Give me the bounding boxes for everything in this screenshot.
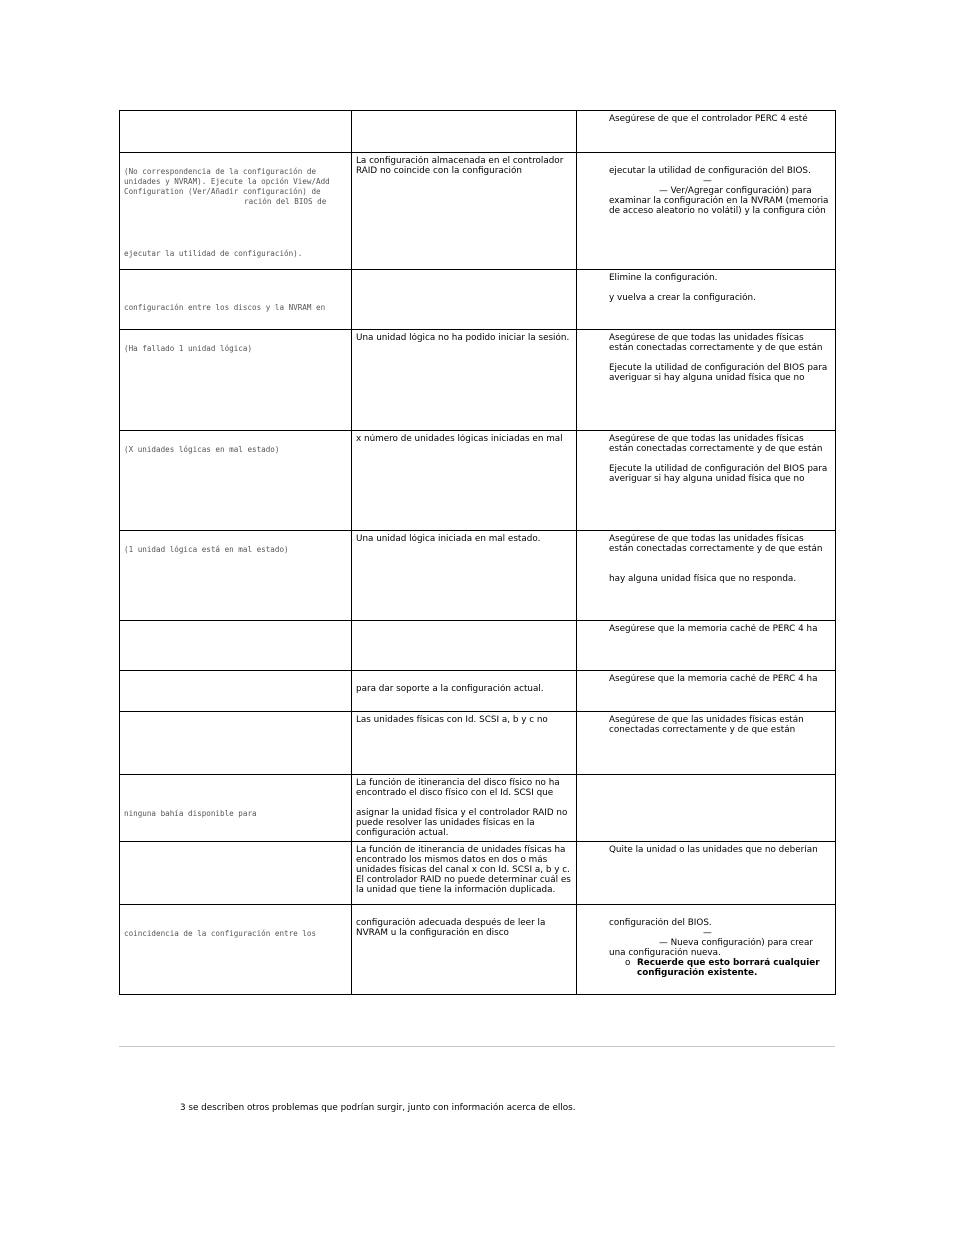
action-line: y vuelva a crear la configuración. [609, 293, 756, 303]
action-line: están conectadas correctamente y de que están [609, 343, 823, 353]
cause-line: para dar soporte a la configuración actual. [356, 684, 544, 694]
action-line: Asegúrese de que todas las unidades físicas [609, 434, 804, 444]
action-line: averiguar si hay alguna unidad física que no [609, 474, 805, 484]
cause-line: NVRAM u la configuración en disco [356, 928, 509, 938]
action-line: configuración existente. [637, 968, 758, 978]
action-line: una configuración nueva. [609, 948, 721, 958]
message-cell [120, 842, 352, 905]
action-line: averiguar si hay alguna unidad física que no [609, 373, 805, 383]
table-row [120, 671, 836, 712]
message-cell [120, 905, 352, 995]
message-line: ninguna bahía disponible para [124, 809, 257, 818]
action-line: — [703, 176, 712, 186]
footer-paragraph: 3 se describen otros problemas que podrían surgir, junto con información acerca de ellos. [180, 1103, 576, 1113]
table-row [120, 775, 836, 842]
cause-line: Una unidad lógica no ha podido iniciar la sesión. [356, 333, 570, 343]
table-row [120, 842, 836, 905]
message-cell [120, 270, 352, 330]
cause-line: RAID no coincide con la configuración [356, 166, 522, 176]
action-line: Asegúrese que la memoria caché de PERC 4 ha [609, 674, 818, 684]
action-cell [577, 775, 836, 842]
action-line: están conectadas correctamente y de que están [609, 444, 823, 454]
action-line: conectadas correctamente y de que están [609, 725, 796, 735]
message-line: ejecutar la utilidad de configuración). [124, 249, 303, 258]
action-line: Elimine la configuración. [609, 273, 718, 283]
horizontal-rule [119, 1046, 835, 1047]
table-row [120, 621, 836, 671]
cause-line: La configuración almacenada en el controlador [356, 156, 564, 166]
cause-cell [352, 153, 577, 270]
message-line: (Ha fallado 1 unidad lógica) [124, 344, 253, 353]
action-line: — Nueva configuración) para crear [659, 938, 813, 948]
cause-line: Las unidades físicas con Id. SCSI a, b y c no [356, 715, 548, 725]
message-line: ración del BIOS de [244, 197, 327, 206]
cause-cell [352, 270, 577, 330]
action-line: Recuerde que esto borrará cualquier [637, 958, 820, 968]
cause-line: la unidad que tiene la información duplicada. [356, 885, 556, 895]
action-line: de acceso aleatorio no volátil) y la configura ción [609, 206, 826, 216]
message-line: (X unidades lógicas en mal estado) [124, 445, 280, 454]
cause-cell [352, 712, 577, 775]
cause-cell [352, 330, 577, 431]
error-messages-table [119, 110, 836, 995]
action-cell [577, 842, 836, 905]
action-cell [577, 531, 836, 621]
cause-line: configuración actual. [356, 828, 449, 838]
message-cell [120, 111, 352, 153]
cause-line: La función de itinerancia de unidades físicas ha [356, 845, 566, 855]
action-cell [577, 153, 836, 270]
table-row [120, 153, 836, 270]
action-line: ejecutar la utilidad de configuración del BIOS. [609, 166, 811, 176]
message-cell [120, 330, 352, 431]
cause-line: unidades físicas del canal x con Id. SCSI a, b y c. [356, 865, 570, 875]
cause-cell [352, 531, 577, 621]
action-cell [577, 905, 836, 995]
message-line: (1 unidad lógica está en mal estado) [124, 545, 289, 554]
action-line: examinar la configuración en la NVRAM (memoria [609, 196, 829, 206]
action-line: Asegúrese de que todas las unidades físicas [609, 534, 804, 544]
action-cell [577, 111, 836, 153]
action-cell [577, 431, 836, 531]
action-line: Asegúrese de que el controlador PERC 4 esté [609, 114, 808, 124]
action-cell [577, 330, 836, 431]
table-row [120, 330, 836, 431]
action-line: configuración del BIOS. [609, 918, 712, 928]
action-line: — [703, 928, 712, 938]
action-line: Ejecute la utilidad de configuración del BIOS para [609, 363, 828, 373]
action-line: Ejecute la utilidad de configuración del BIOS para [609, 464, 828, 474]
message-line: configuración entre los discos y la NVRAM en [124, 303, 326, 312]
message-line: (No correspondencia de la configuración de [124, 167, 317, 176]
action-line: Quite la unidad o las unidades que no deberían [609, 845, 818, 855]
message-cell [120, 431, 352, 531]
cause-cell [352, 905, 577, 995]
action-cell [577, 270, 836, 330]
message-cell [120, 775, 352, 842]
table-row [120, 431, 836, 531]
cause-line: x número de unidades lógicas iniciadas en mal [356, 434, 563, 444]
warning-bullet [609, 958, 831, 978]
bullet-marker: o [625, 958, 631, 968]
cause-line: asignar la unidad física y el controlador RAID no [356, 808, 568, 818]
action-line: Asegúrese de que todas las unidades físicas [609, 333, 804, 343]
action-line: hay alguna unidad física que no responda. [609, 574, 797, 584]
table-row [120, 270, 836, 330]
cause-cell [352, 111, 577, 153]
message-line: coincidencia de la configuración entre los [124, 929, 317, 938]
action-line: Asegúrese de que las unidades físicas están [609, 715, 804, 725]
cause-line: configuración adecuada después de leer la [356, 918, 546, 928]
action-cell [577, 671, 836, 712]
action-cell [577, 621, 836, 671]
cause-cell [352, 775, 577, 842]
cause-line: Una unidad lógica iniciada en mal estado. [356, 534, 541, 544]
message-cell [120, 153, 352, 270]
table-row [120, 905, 836, 995]
cause-line: encontrado los mismos datos en dos o más [356, 855, 548, 865]
action-line: están conectadas correctamente y de que están [609, 544, 823, 554]
cause-cell [352, 842, 577, 905]
cause-cell [352, 431, 577, 531]
cause-cell [352, 621, 577, 671]
message-line: unidades y NVRAM). Ejecute la opción View/Add [124, 177, 330, 186]
table-row [120, 111, 836, 153]
action-line: Asegúrese que la memoria caché de PERC 4 ha [609, 624, 818, 634]
table-row [120, 531, 836, 621]
action-line: — Ver/Agregar configuración) para [659, 186, 812, 196]
message-cell [120, 712, 352, 775]
table-row [120, 712, 836, 775]
message-cell [120, 531, 352, 621]
action-cell [577, 712, 836, 775]
cause-line: La función de itinerancia del disco físico no ha [356, 778, 560, 788]
cause-line: encontrado el disco físico con el Id. SCSI que [356, 788, 554, 798]
message-cell [120, 621, 352, 671]
message-cell [120, 671, 352, 712]
cause-line: El controlador RAID no puede determinar cuál es [356, 875, 571, 885]
message-line: Configuration (Ver/Añadir configuración) de [124, 187, 321, 196]
cause-line: puede resolver las unidades físicas en la [356, 818, 535, 828]
cause-cell [352, 671, 577, 712]
